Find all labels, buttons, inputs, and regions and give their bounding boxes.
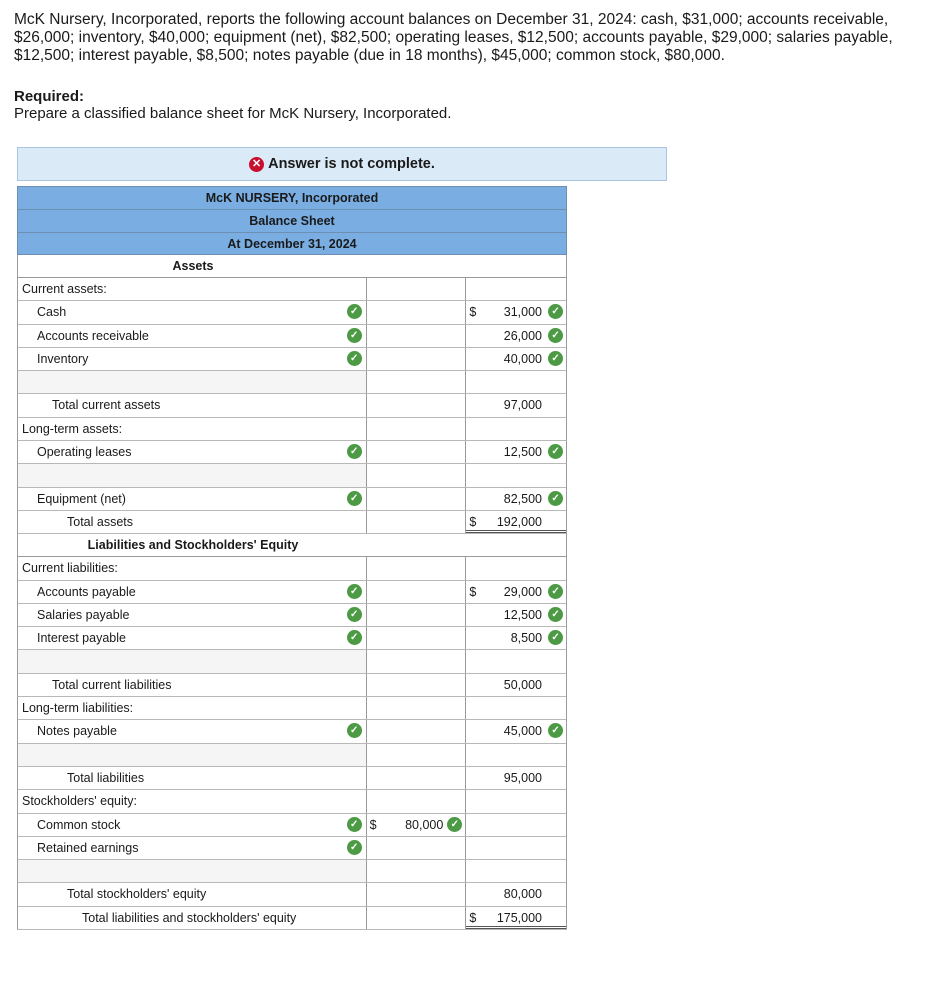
account-label-field[interactable] — [18, 301, 367, 323]
check-icon: ✓ — [548, 304, 563, 319]
account-label: Inventory — [37, 351, 89, 366]
account-label: Operating leases — [37, 445, 132, 460]
account-label: Common stock — [37, 817, 121, 832]
balance-row — [17, 348, 567, 371]
amount-input-col2[interactable] — [466, 627, 566, 649]
account-label: Current assets: — [22, 282, 107, 296]
amount-input-col2[interactable] — [466, 744, 566, 766]
account-label-field[interactable] — [18, 767, 367, 789]
check-icon: ✓ — [548, 630, 563, 645]
account-label-field[interactable] — [18, 581, 367, 603]
balance-row — [17, 720, 567, 743]
account-label: Total liabilities and stockholders' equity — [82, 910, 297, 925]
amount-value: 29,000 — [503, 584, 543, 599]
balance-row — [17, 325, 567, 348]
balance-row — [17, 697, 567, 720]
amount-input-col1[interactable] — [367, 907, 467, 929]
account-label-field[interactable] — [18, 627, 367, 649]
amount-input-col2[interactable] — [466, 371, 566, 393]
required-text: Prepare a classified balance sheet for McK Nursery, Incorporated. — [14, 105, 452, 122]
amount-input-col2[interactable] — [466, 650, 566, 672]
answer-status-text: Answer is not complete. — [268, 156, 435, 172]
amount-input-col2[interactable] — [466, 441, 566, 463]
company-name: McK NURSERY, Incorporated — [17, 186, 567, 209]
amount-value: 192,000 — [496, 514, 542, 529]
amount-input-col1[interactable] — [367, 627, 467, 649]
amount-input-col1[interactable] — [367, 301, 467, 323]
amount-input-col1[interactable] — [367, 650, 467, 672]
required-label: Required: — [14, 88, 85, 105]
account-label-field[interactable] — [18, 348, 367, 370]
check-icon: ✓ — [347, 304, 362, 319]
account-label: Long-term assets: — [22, 421, 123, 436]
amount-input-col1[interactable] — [367, 418, 467, 440]
balance-row — [17, 790, 567, 813]
account-label-field[interactable] — [18, 278, 367, 300]
balance-row — [17, 394, 567, 417]
amount-input-col1[interactable] — [367, 371, 467, 393]
amount-input-col2[interactable] — [466, 883, 566, 905]
account-label-field[interactable] — [18, 325, 367, 347]
account-label-field[interactable] — [18, 720, 367, 742]
amount-input-col1[interactable] — [367, 581, 467, 603]
amount-input-col1[interactable] — [367, 744, 467, 766]
check-icon: ✓ — [548, 328, 563, 343]
amount-input-col1[interactable] — [367, 860, 467, 882]
account-label: Notes payable — [37, 724, 117, 739]
amount-input-col1[interactable] — [367, 511, 467, 533]
balance-row — [17, 744, 567, 767]
amount-input-col1[interactable] — [367, 348, 467, 370]
amount-input-col2[interactable] — [466, 767, 566, 789]
amount-input-col2[interactable] — [466, 674, 566, 696]
account-label: Interest payable — [37, 631, 126, 646]
balance-row — [17, 860, 567, 883]
dollar-sign: $ — [369, 817, 377, 832]
account-label-field[interactable] — [18, 697, 367, 719]
amount-value: 50,000 — [503, 677, 542, 692]
amount-input-col2[interactable] — [466, 837, 566, 859]
amount-input-col2[interactable] — [466, 278, 566, 300]
balance-row — [17, 418, 567, 441]
account-label: Current liabilities: — [22, 561, 118, 576]
amount-value: 45,000 — [503, 724, 543, 739]
balance-row — [17, 674, 567, 697]
check-icon: ✓ — [347, 584, 362, 599]
amount-input-col1[interactable] — [367, 720, 467, 742]
amount-input-col1[interactable] — [367, 394, 467, 416]
dollar-sign: $ — [469, 305, 477, 320]
statement-date: At December 31, 2024 — [17, 232, 567, 255]
amount-value: 31,000 — [503, 305, 543, 320]
balance-row — [17, 907, 567, 930]
check-icon: ✓ — [347, 723, 362, 738]
account-label-field[interactable] — [18, 371, 367, 393]
amount-value: 82,500 — [503, 491, 543, 506]
amount-input-col2[interactable] — [466, 557, 566, 579]
check-icon: ✓ — [347, 351, 362, 366]
check-icon: ✓ — [347, 328, 362, 343]
amount-input-col2[interactable] — [466, 418, 566, 440]
amount-value: 175,000 — [496, 910, 542, 925]
account-label: Equipment (net) — [37, 491, 126, 506]
check-icon: ✓ — [548, 584, 563, 599]
assets-section — [17, 278, 567, 534]
check-icon: ✓ — [347, 607, 362, 622]
amount-input-col2[interactable] — [466, 488, 566, 510]
incorrect-icon: ✕ — [249, 157, 264, 172]
account-label-field[interactable] — [18, 907, 367, 929]
account-label: Stockholders' equity: — [22, 794, 137, 809]
check-icon: ✓ — [347, 840, 362, 855]
assets-header-label: Assets — [172, 259, 214, 273]
dollar-sign: $ — [469, 910, 477, 925]
account-label-field[interactable] — [18, 814, 367, 836]
amount-input-col2[interactable] — [466, 814, 566, 836]
amount-input-col2[interactable] — [466, 581, 566, 603]
check-icon: ✓ — [347, 817, 362, 832]
amount-input-col1[interactable] — [367, 837, 467, 859]
account-label-field[interactable] — [18, 557, 367, 579]
balance-row — [17, 883, 567, 906]
amount-input-col2[interactable] — [466, 301, 566, 323]
check-icon: ✓ — [347, 630, 362, 645]
amount-input-col1[interactable] — [367, 767, 467, 789]
answer-status-banner — [17, 147, 667, 181]
amount-input-col2[interactable] — [466, 720, 566, 742]
account-label-field[interactable] — [18, 883, 367, 905]
balance-row — [17, 604, 567, 627]
liabilities-section — [17, 557, 567, 930]
check-icon: ✓ — [347, 444, 362, 459]
amount-input-col2[interactable] — [466, 325, 566, 347]
account-label: Total stockholders' equity — [67, 887, 207, 902]
amount-input-col1[interactable] — [367, 814, 467, 836]
problem-statement: McK Nursery, Incorporated, reports the following account balances on December 31, 2024: cash, $31,000; accounts receivable, $26,000; inventory, $40,000; equipment (net), $82,500; operating leases, $12,500; accounts payable, $29,000; salaries payable, $12,500; interest payable, $8,500; notes payable (due in 18 months), $45,000; common stock, $80,000. — [14, 11, 893, 64]
amount-input-col1[interactable] — [367, 557, 467, 579]
account-label-field[interactable] — [18, 394, 367, 416]
account-label: Accounts receivable — [37, 328, 149, 343]
statement-title: Balance Sheet — [17, 209, 567, 232]
account-label-field[interactable] — [18, 604, 367, 626]
account-label-field[interactable] — [18, 790, 367, 812]
amount-input-col1[interactable] — [367, 790, 467, 812]
amount-value: 12,500 — [503, 607, 543, 622]
balance-row — [17, 464, 567, 487]
amount-input-col1[interactable] — [367, 674, 467, 696]
balance-row — [17, 488, 567, 511]
dollar-sign: $ — [469, 514, 477, 529]
amount-input-col1[interactable] — [367, 697, 467, 719]
amount-input-col1[interactable] — [367, 325, 467, 347]
amount-value: 80,000 — [405, 817, 444, 832]
amount-value: 97,000 — [503, 398, 542, 413]
balance-row — [17, 557, 567, 580]
assets-header — [17, 255, 567, 278]
amount-input-col1[interactable] — [367, 488, 467, 510]
balance-row — [17, 627, 567, 650]
amount-input-col2[interactable] — [466, 511, 566, 533]
account-label-field[interactable] — [18, 674, 367, 696]
balance-row — [17, 814, 567, 837]
check-icon: ✓ — [548, 723, 563, 738]
amount-input-col1[interactable] — [367, 883, 467, 905]
balance-row — [17, 278, 567, 301]
balance-sheet — [17, 186, 567, 930]
amount-value: 80,000 — [503, 887, 542, 902]
amount-input-col1[interactable] — [367, 604, 467, 626]
amount-value: 8,500 — [510, 631, 543, 646]
check-icon: ✓ — [347, 491, 362, 506]
amount-input-col2[interactable] — [466, 464, 566, 486]
balance-row — [17, 650, 567, 673]
check-icon: ✓ — [548, 607, 563, 622]
amount-value: 40,000 — [503, 351, 543, 366]
balance-row — [17, 511, 567, 534]
account-label-field[interactable] — [18, 860, 367, 882]
balance-row — [17, 837, 567, 860]
account-label-field[interactable] — [18, 744, 367, 766]
account-label-field[interactable] — [18, 441, 367, 463]
amount-input-col1[interactable] — [367, 441, 467, 463]
balance-row — [17, 581, 567, 604]
liabilities-header — [17, 534, 567, 557]
dollar-sign: $ — [469, 584, 477, 599]
account-label-field[interactable] — [18, 837, 367, 859]
balance-row — [17, 441, 567, 464]
account-label: Total current assets — [52, 398, 161, 413]
account-label: Cash — [37, 305, 67, 320]
amount-input-col2[interactable] — [466, 394, 566, 416]
amount-value: 26,000 — [503, 328, 543, 343]
amount-input-col1[interactable] — [367, 278, 467, 300]
amount-input-col2[interactable] — [466, 907, 566, 929]
amount-input-col2[interactable] — [466, 860, 566, 882]
account-label-field[interactable] — [18, 464, 367, 486]
amount-input-col2[interactable] — [466, 604, 566, 626]
amount-input-col2[interactable] — [466, 790, 566, 812]
account-label: Salaries payable — [37, 607, 130, 622]
amount-value: 12,500 — [503, 445, 543, 460]
amount-input-col1[interactable] — [367, 464, 467, 486]
account-label-field[interactable] — [18, 418, 367, 440]
account-label-field[interactable] — [18, 511, 367, 533]
amount-input-col2[interactable] — [466, 697, 566, 719]
balance-row — [17, 371, 567, 394]
amount-input-col2[interactable] — [466, 348, 566, 370]
balance-row — [17, 301, 567, 324]
check-icon: ✓ — [548, 491, 563, 506]
liabilities-header-label: Liabilities and Stockholders' Equity — [87, 538, 299, 553]
account-label: Total current liabilities — [52, 677, 172, 692]
account-label: Accounts payable — [37, 584, 136, 599]
account-label-field[interactable] — [18, 488, 367, 510]
check-icon: ✓ — [548, 351, 563, 366]
account-label: Total liabilities — [67, 770, 145, 785]
check-icon: ✓ — [447, 817, 462, 832]
account-label: Long-term liabilities: — [22, 701, 134, 716]
account-label: Total assets — [67, 514, 134, 529]
check-icon: ✓ — [548, 444, 563, 459]
amount-value: 95,000 — [503, 770, 542, 785]
account-label-field[interactable] — [18, 650, 367, 672]
account-label: Retained earnings — [37, 840, 139, 855]
balance-row — [17, 767, 567, 790]
